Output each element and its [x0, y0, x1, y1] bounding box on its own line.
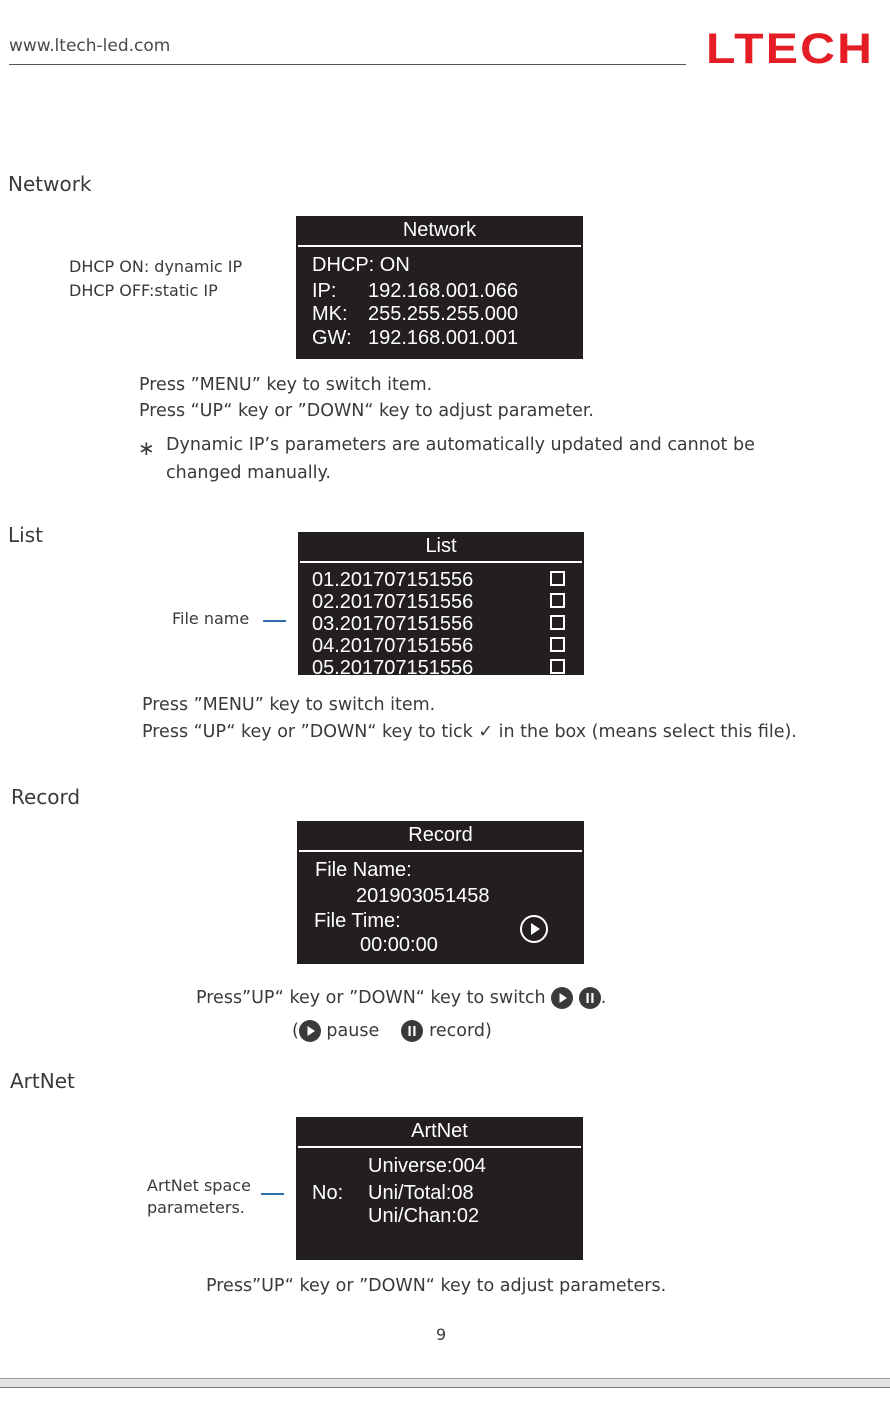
artnet-screen-title: ArtNet [411, 1120, 468, 1142]
list-instruction-1: Press ”MENU” key to switch item. [142, 695, 436, 715]
file-name-field-label: File Name: [315, 859, 412, 881]
mk-label: MK: [312, 303, 348, 325]
artnet-leader-line [261, 1193, 284, 1195]
network-screen-title: Network [402, 219, 477, 241]
record-screen-title: Record [408, 824, 473, 846]
pause-icon [401, 1020, 423, 1042]
ip-value: 192.168.001.066 [368, 280, 519, 302]
play-icon [299, 1020, 321, 1042]
file-name-label: File name [172, 609, 250, 628]
universe-value: Universe:004 [368, 1155, 486, 1177]
legend-open-paren: ( [292, 1021, 299, 1041]
checkmark-icon: ✓ [478, 722, 494, 742]
network-instruction-2: Press “UP“ key or ”DOWN“ key to adjust parameter. [139, 401, 594, 421]
network-note-line-2: changed manually. [166, 463, 331, 483]
file-checkbox[interactable] [550, 571, 565, 586]
file-checkbox[interactable] [550, 593, 565, 608]
footer-rule [0, 1387, 890, 1388]
record-section-title: Record [11, 785, 81, 809]
record-instruction-end: . [600, 988, 607, 1008]
file-name-field-value: 201903051458 [356, 885, 490, 907]
note-asterisk-icon: ∗ [138, 436, 155, 460]
ltech-logo: LTECH [706, 25, 875, 73]
no-label: No: [312, 1182, 344, 1204]
list-instruction-2 [142, 722, 797, 742]
list-screen [298, 532, 584, 675]
page-number: 9 [436, 1325, 447, 1344]
record-legend [292, 1020, 492, 1042]
legend-record-label: record) [429, 1021, 492, 1041]
list-item[interactable]: 05.201707151556 [312, 657, 474, 675]
play-icon[interactable] [519, 914, 549, 944]
screen-divider [298, 245, 581, 247]
gw-value: 192.168.001.001 [368, 327, 519, 349]
file-time-field-value: 00:00:00 [360, 934, 438, 956]
artnet-screen [296, 1117, 583, 1260]
file-checkbox[interactable] [550, 615, 565, 630]
file-checkbox[interactable] [550, 659, 565, 674]
ip-label: IP: [312, 280, 337, 302]
list-item[interactable]: 01.201707151556 [312, 569, 474, 591]
file-checkbox[interactable] [550, 637, 565, 652]
list-item[interactable]: 04.201707151556 [312, 635, 474, 657]
list-section-title: List [8, 523, 43, 547]
header-divider [9, 64, 686, 65]
list-instruction-2-end: in the box (means select this file). [498, 722, 797, 742]
play-icon [551, 987, 573, 1009]
uni-chan-value: Uni/Chan:02 [368, 1205, 480, 1227]
screen-divider [298, 1146, 581, 1148]
list-instruction-2-start: Press “UP“ key or ”DOWN“ key to tick [142, 722, 473, 742]
list-item[interactable]: 02.201707151556 [312, 591, 474, 613]
legend-pause-label: pause [326, 1021, 380, 1041]
dhcp-status: DHCP: ON [312, 254, 410, 276]
footer-band [0, 1379, 890, 1387]
uni-total-value: Uni/Total:08 [368, 1182, 474, 1204]
network-section-title: Network [8, 172, 92, 196]
network-screen [296, 216, 583, 359]
record-instruction [196, 987, 606, 1009]
screen-divider [299, 850, 582, 852]
dhcp-off-label: DHCP OFF:static IP [69, 281, 218, 300]
list-item[interactable]: 03.201707151556 [312, 613, 474, 635]
artnet-label-line-2: parameters. [147, 1198, 245, 1217]
screen-divider [300, 561, 582, 563]
website-url: www.ltech-led.com [9, 36, 171, 56]
network-note-line-1: Dynamic IP’s parameters are automatically updated and cannot be [166, 435, 755, 455]
artnet-instruction: Press”UP“ key or ”DOWN“ key to adjust parameters. [206, 1276, 667, 1296]
network-instruction-1: Press ”MENU” key to switch item. [139, 375, 433, 395]
list-screen-title: List [425, 535, 457, 557]
gw-label: GW: [312, 327, 352, 349]
artnet-label-line-1: ArtNet space [147, 1176, 251, 1195]
artnet-section-title: ArtNet [10, 1069, 75, 1093]
record-screen [297, 821, 584, 964]
file-time-field-label: File Time: [314, 910, 401, 932]
pause-icon [579, 987, 601, 1009]
record-instruction-text: Press”UP“ key or ”DOWN“ key to switch [196, 988, 546, 1008]
mk-value: 255.255.255.000 [368, 303, 519, 325]
file-name-leader-line [263, 620, 286, 622]
dhcp-on-label: DHCP ON: dynamic IP [69, 257, 243, 276]
